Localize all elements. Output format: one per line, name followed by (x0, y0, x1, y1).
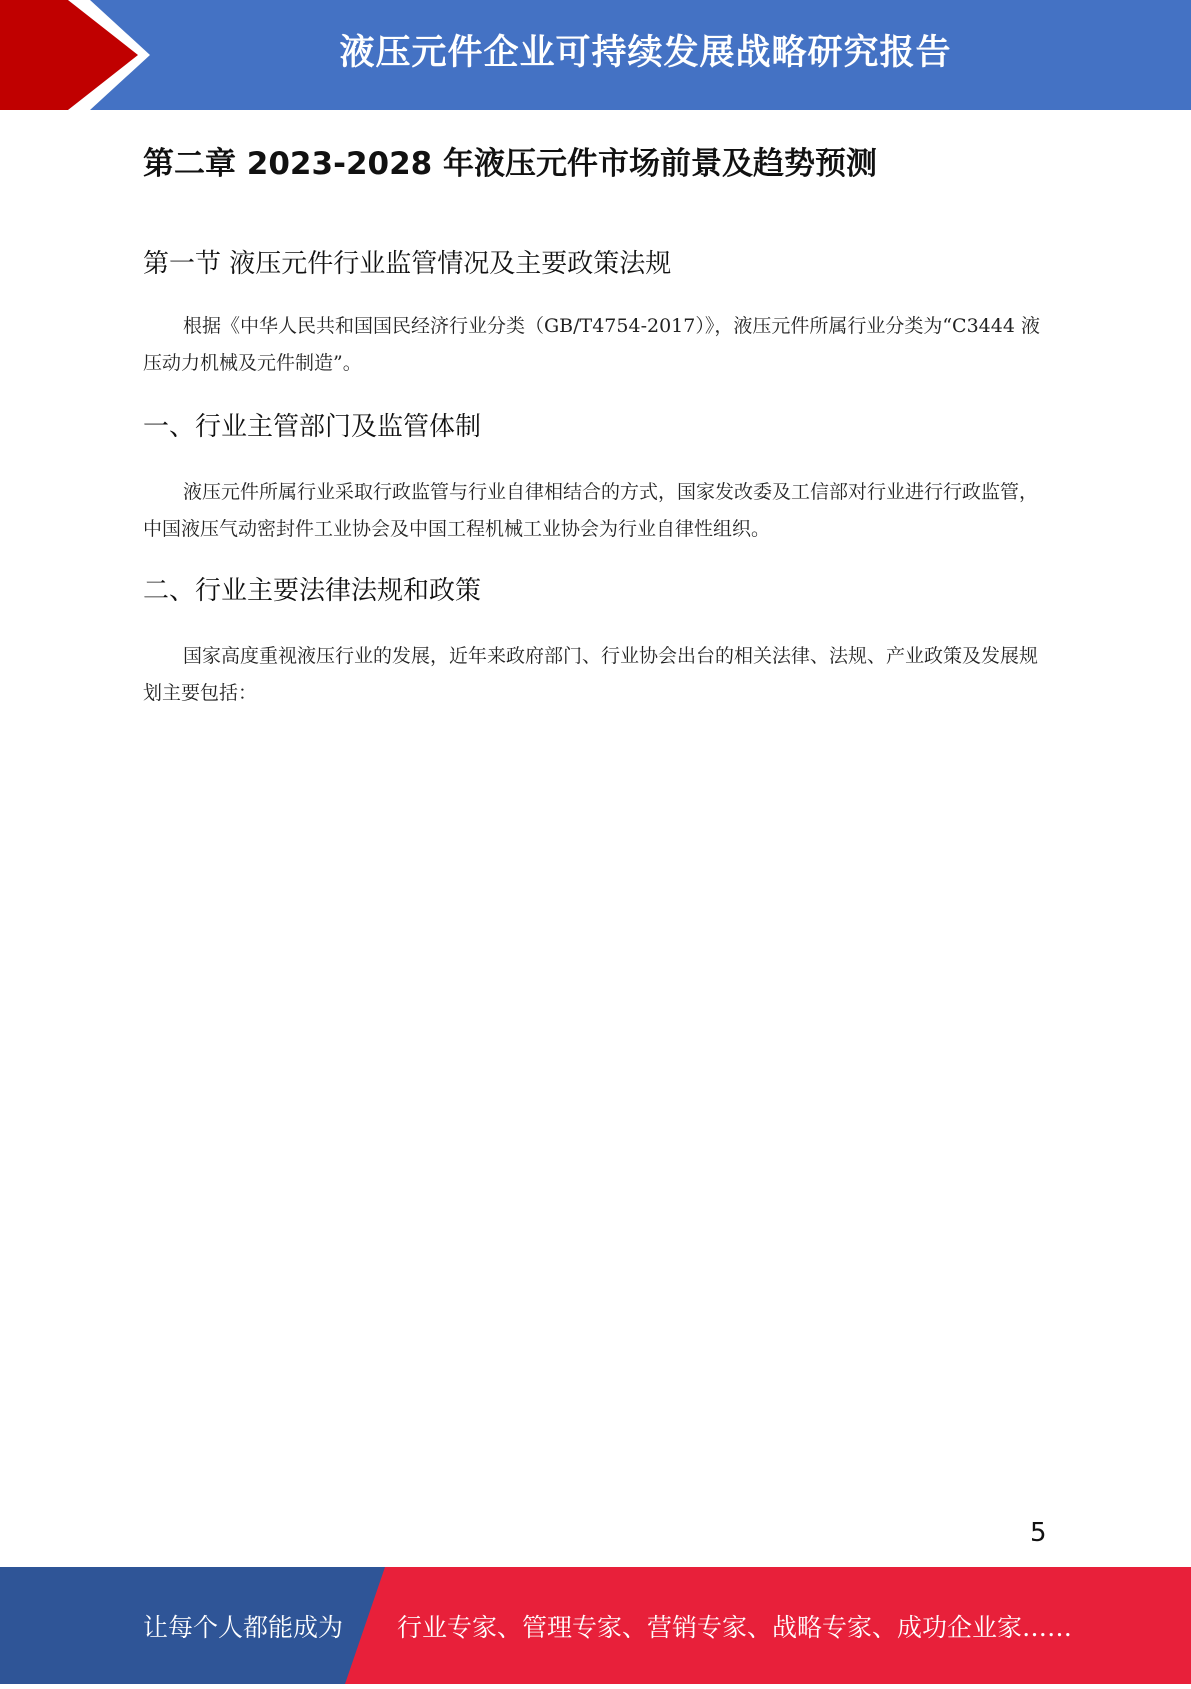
page-header (0, 0, 1191, 110)
section-paragraph-1: 根据《中华人民共和国国民经济行业分类（GB/T4754-2017）》，液压元件所属行业分类为“C3444 液压动力机械及元件制造”。 (143, 315, 1040, 374)
section-title-3: 二、行业主要法律法规和政策 (143, 576, 482, 606)
page-number: 5 (1030, 1518, 1047, 1548)
page-footer (0, 1567, 1191, 1684)
footer-slogan-left: 让每个人都能成为 (143, 1613, 344, 1642)
section-paragraph-3: 国家高度重视液压行业的发展，近年来政府部门、行业协会出台的相关法律、法规、产业政策及发展规划主要包括： (143, 645, 1039, 704)
header-chevron-decoration (0, 0, 160, 110)
footer-slogan-right: 行业专家、管理专家、营销专家、战略专家、成功企业家…… (397, 1613, 1073, 1642)
report-title: 液压元件企业可持续发展战略研究报告 (339, 33, 952, 73)
section-title-1: 第一节 液压元件行业监管情况及主要政策法规 (143, 249, 672, 279)
section-title-2: 一、行业主管部门及监管体制 (143, 412, 482, 442)
chapter-title: 第二章 2023-2028 年液压元件市场前景及趋势预测 (143, 146, 878, 182)
section-paragraph-2: 液压元件所属行业采取行政监管与行业自律相结合的方式，国家发改委及工信部对行业进行行政监管，中国液压气动密封件工业协会及中国工程机械工业协会为行业自律性组织。 (143, 481, 1039, 540)
